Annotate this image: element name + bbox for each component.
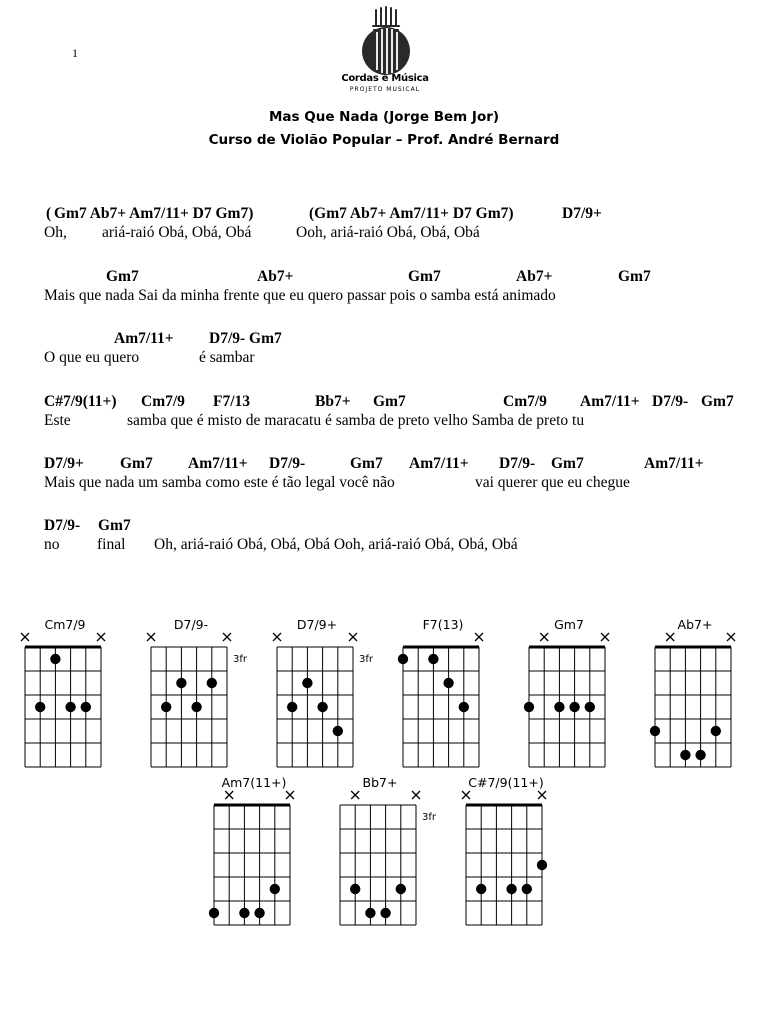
fretboard-grid: [330, 775, 436, 935]
verse-line: [44, 517, 764, 554]
chord-line: [44, 517, 764, 536]
chord-symbol: D7/9-: [269, 455, 306, 472]
finger-dot: [398, 654, 408, 664]
chord-diagram: [456, 775, 556, 915]
verse-line: [44, 330, 764, 367]
finger-dot: [695, 750, 705, 760]
muted-string-icon: [727, 633, 735, 641]
course-title: Curso de Violão Popular – Prof. André Bernard: [208, 132, 560, 148]
finger-dot: [176, 678, 186, 688]
muted-string-icon: [225, 791, 233, 799]
fretboard-grid: [267, 617, 373, 777]
lyric-line: [44, 287, 764, 305]
fret-position-label: 3fr: [233, 654, 247, 665]
fretboard-grid: [456, 775, 556, 935]
chord-symbol: Bb7+: [315, 393, 351, 410]
chord-symbol: C#7/9(11+): [44, 393, 117, 410]
fret-position-label: 3fr: [359, 654, 373, 665]
chord-symbol: Am7/11+: [188, 455, 248, 472]
chord-symbol: Gm7: [551, 455, 584, 472]
fretboard-grid: [519, 617, 619, 777]
chord-symbol: Cm7/9: [141, 393, 185, 410]
lyric-text: final: [97, 536, 126, 553]
chord-symbol: (Gm7 Ab7+ Am7/11+ D7 Gm7): [309, 205, 514, 222]
muted-string-icon: [462, 791, 470, 799]
finger-dot: [522, 884, 532, 894]
chord-diagram-name: Gm7: [554, 617, 584, 632]
lyric-text: Mais que nada um samba como este é tão legal você não: [44, 474, 395, 491]
chord-diagram: [267, 617, 373, 757]
logo-title: Cordas e Música: [341, 73, 429, 84]
chord-symbol: Ab7+: [257, 268, 294, 285]
chord-symbol: Gm7: [98, 517, 131, 534]
muted-string-icon: [538, 791, 546, 799]
logo-subtitle: PROJETO MUSICAL: [349, 86, 421, 93]
chord-line: [44, 455, 764, 474]
chord-symbol: D7/9-: [499, 455, 536, 472]
page-number: 1: [72, 46, 78, 60]
chord-symbol: Gm7: [408, 268, 441, 285]
finger-dot: [524, 702, 534, 712]
fretboard-grid: [141, 617, 247, 777]
fret-position-label: 3fr: [422, 812, 436, 823]
lyric-text: é sambar: [199, 349, 255, 366]
chord-diagram-name: Ab7+: [677, 617, 713, 632]
fretboard-grid: [393, 617, 493, 777]
finger-dot: [365, 908, 375, 918]
finger-dot: [443, 678, 453, 688]
finger-dot: [428, 654, 438, 664]
chord-symbol: Am7/11+: [114, 330, 174, 347]
finger-dot: [35, 702, 45, 712]
finger-dot: [65, 702, 75, 712]
finger-dot: [209, 908, 219, 918]
finger-dot: [350, 884, 360, 894]
chord-diagram-name: F7(13): [422, 617, 464, 632]
chord-symbol: Gm7: [106, 268, 139, 285]
finger-dot: [650, 726, 660, 736]
verse-line: [44, 455, 764, 492]
finger-dot: [191, 702, 201, 712]
finger-dot: [380, 908, 390, 918]
lyric-text: O que eu quero: [44, 349, 140, 366]
lyric-line: [44, 224, 764, 242]
lyric-text: no: [44, 536, 60, 553]
verse-line: [44, 205, 764, 242]
finger-dot: [254, 908, 264, 918]
muted-string-icon: [97, 633, 105, 641]
finger-dot: [537, 860, 547, 870]
muted-string-icon: [666, 633, 674, 641]
chord-symbol: (: [46, 205, 52, 222]
finger-dot: [585, 702, 595, 712]
chord-diagram-name: C#7/9(11+): [468, 775, 544, 790]
lyric-line: [44, 412, 764, 430]
finger-dot: [161, 702, 171, 712]
finger-dot: [81, 702, 91, 712]
muted-string-icon: [147, 633, 155, 641]
muted-string-icon: [351, 791, 359, 799]
chord-line: [44, 268, 764, 287]
chord-symbol: Gm7: [350, 455, 383, 472]
fretboard-grid: [645, 617, 745, 777]
chord-diagram-name: Cm7/9: [44, 617, 86, 632]
chord-diagram: [330, 775, 436, 915]
muted-string-icon: [601, 633, 609, 641]
lyric-text: Oh, ariá-raió Obá, Obá, Obá Ooh, ariá-raió Obá, Obá, Obá: [154, 536, 518, 553]
chord-symbol: Am7/11+: [409, 455, 469, 472]
chord-diagram-name: Bb7+: [362, 775, 398, 790]
muted-string-icon: [475, 633, 483, 641]
finger-dot: [207, 678, 217, 688]
lyric-text: Ooh, ariá-raió Obá, Obá, Obá: [296, 224, 480, 241]
finger-dot: [711, 726, 721, 736]
chord-symbol: Am7/11+: [644, 455, 704, 472]
chord-symbol: Gm7: [701, 393, 734, 410]
finger-dot: [396, 884, 406, 894]
chord-symbol: Gm7: [618, 268, 651, 285]
chord-diagram: [15, 617, 115, 757]
chord-diagram: [204, 775, 304, 915]
chord-symbol: Ab7+: [516, 268, 553, 285]
finger-dot: [333, 726, 343, 736]
chord-diagram-name: Am7(11+): [221, 775, 287, 790]
finger-dot: [302, 678, 312, 688]
chord-symbol: F7/13: [213, 393, 251, 410]
lyric-line: [44, 536, 764, 554]
chord-line: [44, 330, 764, 349]
muted-string-icon: [286, 791, 294, 799]
muted-string-icon: [540, 633, 548, 641]
muted-string-icon: [349, 633, 357, 641]
finger-dot: [459, 702, 469, 712]
lyric-text: ariá-raió Obá, Obá, Obá: [102, 224, 252, 241]
chord-symbol: D7/9-: [44, 517, 81, 534]
chord-diagram-name: D7/9+: [296, 617, 338, 632]
chord-symbol: D7/9-: [652, 393, 689, 410]
lyric-text: Mais que nada Sai da minha frente que eu quero passar pois o samba está animado: [44, 287, 556, 304]
verse-line: [44, 393, 764, 430]
finger-dot: [476, 884, 486, 894]
finger-dot: [239, 908, 249, 918]
finger-dot: [50, 654, 60, 664]
chord-diagram: [519, 617, 619, 757]
chord-diagram: [645, 617, 745, 757]
muted-string-icon: [223, 633, 231, 641]
finger-dot: [317, 702, 327, 712]
chord-diagram: [393, 617, 493, 757]
chord-symbol: Gm7: [373, 393, 406, 410]
chord-symbol: D7/9- Gm7: [209, 330, 282, 347]
finger-dot: [270, 884, 280, 894]
chord-diagram-name: D7/9-: [173, 617, 209, 632]
chord-symbol: Cm7/9: [503, 393, 547, 410]
chord-symbol: Gm7: [120, 455, 153, 472]
lyric-line: [44, 349, 764, 367]
verse-line: [44, 268, 764, 305]
finger-dot: [506, 884, 516, 894]
chord-symbol: Am7/11+: [580, 393, 640, 410]
finger-dot: [554, 702, 564, 712]
fretboard-grid: [15, 617, 115, 777]
muted-string-icon: [273, 633, 281, 641]
lyric-line: [44, 474, 764, 492]
song-title: Mas Que Nada (Jorge Bem Jor): [268, 109, 500, 125]
finger-dot: [569, 702, 579, 712]
finger-dot: [287, 702, 297, 712]
fretboard-grid: [204, 775, 304, 935]
chord-line: [44, 393, 764, 412]
lyric-text: samba que é misto de maracatu é samba de preto velho Samba de preto tu: [127, 412, 585, 429]
chord-symbol: D7/9+: [44, 455, 84, 472]
muted-string-icon: [21, 633, 29, 641]
chord-symbol: D7/9+: [562, 205, 602, 222]
chord-symbol: Gm7 Ab7+ Am7/11+ D7 Gm7): [54, 205, 254, 222]
lyric-text: vai querer que eu chegue: [475, 474, 630, 491]
muted-string-icon: [412, 791, 420, 799]
chord-line: [44, 205, 764, 224]
chord-diagram: [141, 617, 247, 757]
lyric-text: Oh,: [44, 224, 67, 241]
lyric-text: Este: [44, 412, 71, 429]
finger-dot: [680, 750, 690, 760]
